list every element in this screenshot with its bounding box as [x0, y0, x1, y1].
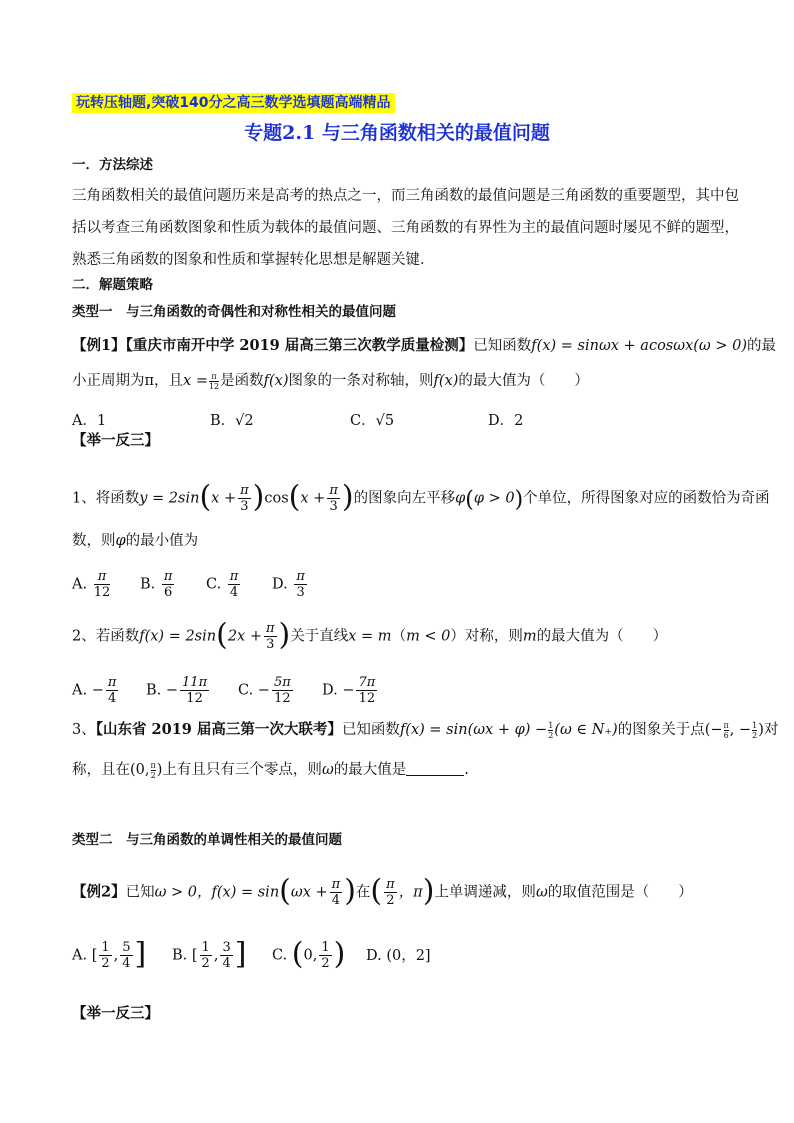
- question-1-l2b: 的最小值为: [125, 533, 199, 549]
- example-2-int-pi: ，π: [398, 884, 423, 901]
- fraction-numerator: π: [331, 877, 341, 892]
- example-2-options: [72, 936, 431, 972]
- question-3-formula: f(x) = sin(ωx + φ) −: [399, 722, 548, 738]
- question-2-options: [72, 675, 379, 706]
- example-1-question: 的最大值为（ ）: [458, 373, 589, 389]
- option-c: [238, 675, 322, 706]
- fraction-numerator: π: [723, 720, 729, 730]
- fraction-denominator: 12: [186, 691, 203, 706]
- question-2-lead: 2、若函数: [72, 628, 140, 645]
- example-2-t1: 已知: [125, 884, 155, 901]
- option-fraction-2: [120, 940, 132, 971]
- question-3-pt-b: , −: [729, 722, 752, 738]
- question-3-source: 【山东省 2019 届高三第一次大联考】: [95, 721, 342, 738]
- example-2-tag: 【例2】: [72, 883, 126, 901]
- fraction-numerator: 1: [752, 720, 758, 730]
- question-2-mcond: m < 0: [406, 628, 451, 645]
- intro-line-2: 括以考查三角函数图象和性质为载体的最值问题、三角函数的有界性为主的最值问题时屡见不鲜的题型，: [72, 220, 739, 236]
- option-label: C.: [206, 576, 222, 593]
- question-3-t2: 的图象关于点: [617, 722, 705, 738]
- example-1-source: 【重庆市南开中学 2019 届高三第三次教学质量检测】: [125, 337, 474, 354]
- fraction-numerator: 11π: [182, 675, 208, 690]
- fraction-denominator: 12: [93, 585, 111, 600]
- question-3-int-frac: [151, 761, 156, 780]
- question-2-t3: ）对称，则: [450, 628, 523, 645]
- option-b: B．√2: [210, 413, 254, 429]
- question-2-t4: 的最大值为（ ）: [536, 628, 668, 645]
- paren-right: ): [333, 936, 346, 972]
- option-label: B.: [140, 576, 156, 593]
- juyi-heading-2: 【举一反三】: [72, 1005, 159, 1022]
- example-1-period-text: 小正周期为π，且: [72, 373, 184, 389]
- question-1-fraction-2: [327, 483, 340, 514]
- paren-close-2: ): [422, 873, 435, 909]
- fraction-numerator: π: [94, 569, 111, 585]
- option-d: D．2: [488, 413, 524, 429]
- question-2-xm: x = m: [348, 628, 392, 645]
- fraction-denominator: 12: [208, 381, 220, 391]
- question-3-line-2: [72, 760, 469, 780]
- fraction-denominator: 2: [548, 730, 554, 740]
- fraction-denominator: 3: [296, 585, 305, 600]
- option-fraction: [180, 675, 209, 706]
- option-c: [272, 936, 366, 972]
- question-3-lead: 3、: [72, 722, 96, 738]
- question-1-y: y = 2sin: [139, 490, 200, 507]
- question-3-cond: (ω ∈ N₊): [554, 722, 618, 738]
- fraction-denominator: 3: [329, 499, 338, 514]
- question-1-cos: cos: [264, 490, 289, 507]
- example-2-int-fraction: [384, 877, 397, 908]
- fraction-numerator: π: [150, 760, 156, 770]
- option-label: C.: [272, 947, 288, 964]
- paren-open-2: (: [370, 873, 383, 909]
- answer-blank[interactable]: [406, 761, 464, 776]
- question-2-t2: （: [391, 628, 407, 645]
- question-1-x-plus: x +: [211, 490, 237, 507]
- question-3-omega: ω: [321, 762, 334, 778]
- fraction-numerator: 3: [222, 940, 231, 955]
- option-label: D.: [322, 682, 338, 699]
- question-2-fraction: [264, 621, 277, 652]
- question-3-end: .: [464, 762, 469, 778]
- option-fraction: [106, 675, 119, 706]
- option-fraction: [294, 569, 307, 600]
- series-banner: 玩转压轴题,突破140分之高三数学选填题高端精品: [72, 93, 395, 113]
- option-label: A.: [72, 576, 88, 593]
- example-1-x-eq: x =: [183, 373, 208, 389]
- example-1-fx-2: f(x): [433, 373, 459, 389]
- example-2-omega: ω: [535, 884, 548, 901]
- example-2-t2: 在: [355, 884, 371, 901]
- paren-close-2: ): [341, 479, 354, 515]
- option-label: B.: [172, 947, 188, 964]
- example-2-t3: 上单调递减，则: [434, 884, 536, 901]
- fraction-denominator: 3: [240, 499, 249, 514]
- fraction-numerator: π: [329, 483, 338, 498]
- option-a: A．1: [72, 413, 107, 429]
- fraction-numerator: π: [266, 621, 275, 636]
- paren-close: ): [344, 873, 356, 909]
- option-fraction-1: [200, 940, 212, 971]
- fraction-denominator: 4: [122, 956, 131, 971]
- option-fraction: [228, 569, 241, 600]
- bracket-right: ]: [234, 936, 247, 972]
- juyi-heading-1: 【举一反三】: [72, 432, 159, 449]
- question-3-l2c: 的最大值是: [333, 762, 407, 778]
- option-a: [72, 675, 146, 706]
- option-fraction-2: [220, 940, 232, 971]
- fraction-denominator: 2: [150, 770, 156, 780]
- question-3-int-a: (0,: [130, 762, 150, 778]
- option-d: [322, 675, 379, 706]
- fraction-numerator: 1: [548, 720, 554, 730]
- question-1-phi-cond: φ > 0: [473, 490, 515, 507]
- question-3-int-c: ): [156, 762, 163, 778]
- example-1-text-tail: 的最: [746, 338, 776, 354]
- fraction-denominator: 12: [274, 691, 291, 706]
- question-3-pt-frac-1: [724, 721, 729, 740]
- example-1-axis-text-2: 图象的一条对称轴，则: [288, 373, 434, 389]
- option-sign: −: [91, 682, 104, 699]
- bracket-left: [: [91, 947, 98, 964]
- question-1-options: [72, 569, 309, 600]
- fraction-denominator: 2: [201, 956, 210, 971]
- question-1-tail: 个单位，所得图象对应的函数恰为奇函: [523, 490, 770, 507]
- fraction-numerator: 7π: [358, 675, 376, 690]
- example-2-inner: ωx +: [290, 884, 328, 901]
- example-1-fx: f(x): [263, 373, 289, 389]
- fraction-numerator: π: [209, 372, 219, 382]
- option-d: [366, 946, 431, 966]
- question-3-pt-frac-2: [752, 721, 757, 740]
- fraction-numerator: 5π: [273, 675, 291, 690]
- example-1-formula: f(x) = sinωx + acosωx(ω > 0): [531, 338, 747, 354]
- fraction-numerator: π: [240, 483, 249, 498]
- paren-close: ): [278, 617, 291, 653]
- option-prefix: 0,: [303, 947, 318, 964]
- option-c: [206, 569, 272, 600]
- paren-open: (: [216, 617, 228, 653]
- fraction-denominator: 4: [229, 585, 239, 600]
- option-label: B.: [146, 682, 162, 699]
- question-1-line-2: [72, 531, 198, 551]
- example-2-line-1: [72, 873, 693, 909]
- paren-open-2: (: [288, 479, 301, 515]
- question-1-fraction-1: [238, 483, 251, 514]
- fraction-denominator: 6: [723, 730, 729, 740]
- intro-line-1: 三角函数相关的最值问题历来是高考的热点之一，而三角函数的最值问题是三角函数的重要题型，其中包: [72, 188, 739, 204]
- option-sign: −: [342, 682, 355, 699]
- fraction-numerator: 1: [201, 940, 210, 955]
- paren-left: (: [291, 936, 304, 972]
- option-fraction: [356, 675, 377, 706]
- question-1-shift-text: 的图象向左平移: [353, 490, 456, 507]
- paren-close-3: ): [514, 487, 524, 513]
- bracket-left: [: [191, 947, 198, 964]
- option-fraction: [319, 940, 331, 971]
- fraction-numerator: π: [107, 675, 117, 690]
- section-heading-1: 一．方法综述: [72, 157, 153, 173]
- question-3-l2a: 称，且在: [72, 762, 130, 778]
- option-fraction: [272, 675, 293, 706]
- question-2-line-1: [72, 617, 668, 653]
- option-b: B. [ $\frac{1}{2}$ , $\frac{3}{4}$ ]: [172, 936, 247, 972]
- option-fraction: [94, 569, 111, 600]
- example-1-fraction: [209, 372, 219, 391]
- question-3-t3: 对: [763, 722, 779, 738]
- example-1-tag: 【例1】: [72, 337, 126, 354]
- fraction-denominator: 3: [266, 637, 275, 652]
- option-a: [72, 569, 140, 600]
- fraction-numerator: π: [386, 877, 395, 892]
- option-label: A.: [72, 682, 88, 699]
- fraction-denominator: 4: [107, 691, 117, 706]
- question-3-half: [548, 721, 553, 740]
- paren-close: ): [252, 479, 265, 515]
- option-fraction: [162, 569, 175, 600]
- example-2-fx: ，f(x) = sin: [197, 884, 280, 901]
- option-c: C．√5: [350, 413, 395, 429]
- question-1-x-plus-2: x +: [300, 490, 326, 507]
- fraction-numerator: 1: [321, 940, 330, 955]
- type-one-heading: 类型一 与三角函数的奇偶性和对称性相关的最值问题: [72, 304, 396, 320]
- fraction-denominator: 2: [386, 893, 395, 908]
- paren-open: (: [199, 479, 212, 515]
- question-3-pt-c: ): [758, 722, 764, 738]
- option-fraction-1: [99, 940, 111, 971]
- question-1-line-1: [72, 479, 770, 515]
- type-two-heading: 类型二 与三角函数的单调性相关的最值问题: [72, 832, 342, 848]
- option-sign: −: [257, 682, 270, 699]
- question-2-m: m: [522, 628, 537, 645]
- question-3-pt-a: (−: [704, 722, 723, 738]
- question-3-l2b: 上有且只有三个零点，则: [162, 762, 322, 778]
- intro-line-3: 熟悉三角函数的图象和性质和掌握转化思想是解题关键．: [72, 252, 435, 268]
- fraction-numerator: π: [296, 569, 305, 584]
- option-a: A. [ $\frac{1}{2}$ , $\frac{5}{4}$ ]: [72, 936, 147, 972]
- example-2-cond: ω > 0: [154, 884, 198, 901]
- bracket-right: ]: [134, 936, 147, 972]
- fraction-denominator: 2: [321, 956, 330, 971]
- question-1-phi-2: φ: [115, 533, 126, 549]
- option-label: C.: [238, 682, 254, 699]
- option-sign: −: [165, 682, 179, 699]
- question-1-l2a: 数，则: [72, 533, 116, 549]
- example-1-options: [72, 411, 523, 431]
- page-title: 专题2.1 与三角函数相关的最值问题: [244, 122, 550, 144]
- example-1-line-1: [72, 336, 776, 356]
- fraction-denominator: 4: [222, 956, 231, 971]
- example-2-t4: 的取值范围是（ ）: [547, 884, 693, 901]
- option-label: D.: [366, 947, 382, 964]
- section-heading-2: 二．解题策略: [72, 277, 153, 293]
- option-text: (0，2]: [386, 947, 431, 964]
- option-label: A.: [72, 947, 88, 964]
- fraction-numerator: 5: [122, 940, 131, 955]
- option-d: [272, 569, 309, 600]
- fraction-denominator: 2: [752, 730, 758, 740]
- option-label: D.: [272, 576, 288, 593]
- fraction-denominator: 12: [358, 691, 376, 706]
- option-b: [146, 675, 238, 706]
- question-1-phi: φ: [455, 490, 466, 507]
- example-1-line-2: [72, 371, 589, 391]
- fraction-denominator: 2: [101, 956, 110, 971]
- question-3-line-1: [72, 720, 778, 740]
- example-1-axis-text: 是函数: [220, 373, 264, 389]
- question-1-lead: 1、将函数: [72, 490, 140, 507]
- question-2-fx: f(x) = 2sin: [139, 628, 217, 645]
- paren-open: (: [279, 873, 291, 909]
- fraction-denominator: 6: [164, 585, 173, 600]
- example-1-text: 已知函数: [473, 338, 532, 354]
- paren-open-3: (: [465, 487, 474, 513]
- fraction-numerator: 1: [101, 940, 110, 955]
- fraction-numerator: π: [229, 569, 239, 584]
- example-2-fraction: [330, 877, 343, 908]
- fraction-numerator: π: [163, 569, 173, 584]
- question-3-t1: 已知函数: [341, 722, 400, 738]
- question-2-inner: 2x +: [227, 628, 262, 645]
- option-b: [140, 569, 206, 600]
- fraction-denominator: 4: [331, 893, 341, 908]
- question-2-t1: 关于直线: [290, 628, 349, 645]
